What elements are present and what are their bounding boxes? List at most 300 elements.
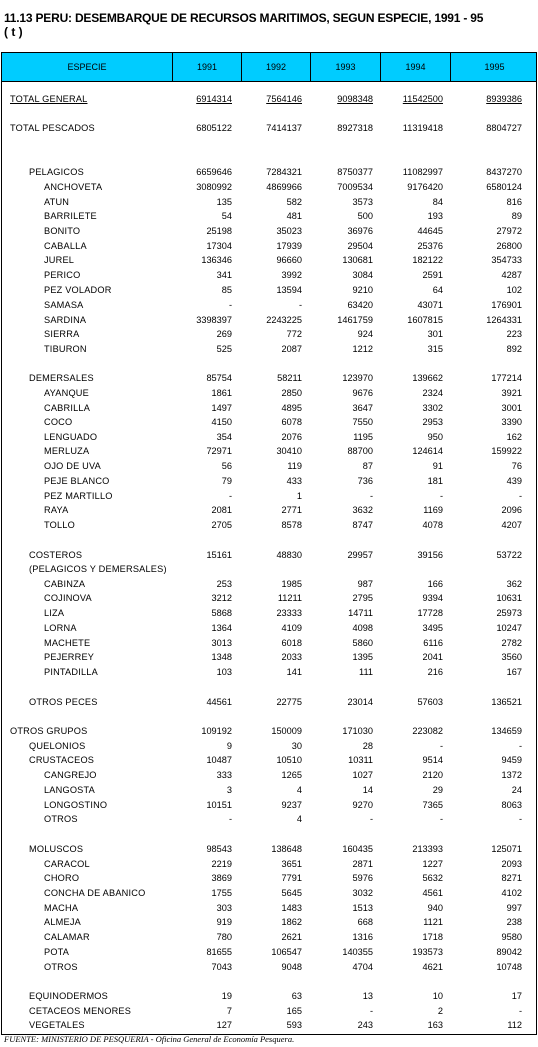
- row-label: OTROS: [44, 814, 78, 824]
- cell-value: 127: [216, 1020, 232, 1030]
- cell-value: 4704: [352, 962, 373, 972]
- table-row: [0, 459, 538, 473]
- cell-value: 593: [286, 1020, 302, 1030]
- row-label: LANGOSTA: [44, 785, 95, 795]
- cell-value: 4102: [501, 888, 522, 898]
- table-row: [0, 474, 538, 488]
- cell-value: 54: [221, 211, 232, 221]
- cell-value: 3212: [211, 593, 232, 603]
- cell-value: 2033: [281, 652, 302, 662]
- table-row: [0, 768, 538, 782]
- cell-value: 433: [286, 476, 302, 486]
- cell-value: 1212: [352, 344, 373, 354]
- cell-value: 167: [506, 667, 522, 677]
- cell-value: 125071: [491, 844, 522, 854]
- cell-value: 7365: [422, 800, 443, 810]
- row-label: EQUINODERMOS: [29, 991, 108, 1001]
- cell-value: 29: [432, 785, 443, 795]
- cell-value: 1121: [423, 917, 443, 927]
- row-label: PEZ VOLADOR: [44, 285, 112, 295]
- cell-value: -: [518, 491, 522, 501]
- cell-value: 17: [511, 991, 522, 1001]
- row-label: RAYA: [44, 505, 69, 515]
- cell-value: 17728: [417, 608, 443, 618]
- cell-value: 3398397: [196, 315, 232, 325]
- cell-value: -: [518, 814, 522, 824]
- cell-value: 10487: [206, 755, 232, 765]
- cell-value: 303: [216, 903, 232, 913]
- cell-value: 9237: [281, 800, 302, 810]
- cell-value: 315: [427, 344, 443, 354]
- cell-value: 1227: [422, 859, 443, 869]
- table-row: [0, 415, 538, 429]
- cell-value: 6116: [423, 638, 443, 648]
- table-row: [0, 695, 538, 709]
- row-label: QUELONIOS: [29, 741, 86, 751]
- cell-value: 176901: [491, 300, 522, 310]
- table-row: [0, 342, 538, 356]
- cell-value: 238: [506, 917, 522, 927]
- row-label: CABALLA: [44, 241, 87, 251]
- cell-value: 8750377: [337, 167, 373, 177]
- cell-value: 5632: [422, 873, 443, 883]
- cell-value: 253: [216, 579, 232, 589]
- cell-value: 2782: [501, 638, 522, 648]
- table-row: [0, 960, 538, 974]
- cell-value: 11319418: [402, 123, 443, 133]
- cell-value: 165: [286, 1006, 302, 1016]
- cell-value: 44645: [417, 226, 443, 236]
- table-row: [0, 371, 538, 385]
- cell-value: 1513: [352, 903, 373, 913]
- cell-value: 6914314: [196, 94, 232, 104]
- cell-value: 10247: [496, 623, 522, 633]
- header-year: 1994: [381, 53, 451, 81]
- cell-value: 76: [511, 461, 522, 471]
- table-row: [0, 812, 538, 826]
- cell-value: 243: [357, 1020, 373, 1030]
- cell-value: 130681: [342, 255, 373, 265]
- row-label: CHORO: [44, 873, 80, 883]
- cell-value: 1483: [281, 903, 302, 913]
- table-row: [0, 591, 538, 605]
- cell-value: 5976: [352, 873, 373, 883]
- table-row: [0, 915, 538, 929]
- cell-value: 9176420: [407, 182, 443, 192]
- cell-value: 30410: [276, 446, 302, 456]
- cell-value: 1316: [352, 932, 373, 942]
- cell-value: 4098: [352, 623, 373, 633]
- row-label: MACHETE: [44, 638, 91, 648]
- row-label: ALMEJA: [44, 917, 81, 927]
- row-label: LIZA: [44, 608, 65, 618]
- cell-value: 14711: [348, 608, 373, 618]
- row-label: CETACEOS MENORES: [29, 1006, 132, 1016]
- cell-value: 8437270: [486, 167, 522, 177]
- cell-value: 11211: [277, 593, 302, 603]
- cell-value: 63420: [347, 300, 373, 310]
- cell-value: 919: [216, 917, 232, 927]
- cell-value: 79: [221, 476, 232, 486]
- row-label: TOTAL GENERAL: [10, 94, 88, 104]
- cell-value: 10: [432, 991, 443, 1001]
- cell-value: 6659646: [196, 167, 232, 177]
- cell-value: 3: [226, 785, 232, 795]
- cell-value: 24: [511, 785, 522, 795]
- cell-value: 223082: [412, 726, 443, 736]
- cell-value: 9: [226, 741, 232, 751]
- cell-value: 4109: [281, 623, 302, 633]
- cell-value: 987: [357, 579, 373, 589]
- cell-value: 9098348: [337, 94, 373, 104]
- cell-value: 2591: [422, 270, 443, 280]
- table-row: [0, 298, 538, 312]
- cell-value: 3080992: [196, 182, 232, 192]
- cell-value: 780: [216, 932, 232, 942]
- cell-value: 3084: [352, 270, 373, 280]
- cell-value: -: [228, 300, 232, 310]
- cell-value: 4207: [501, 520, 522, 530]
- header-year: 1992: [242, 53, 311, 81]
- cell-value: 182122: [412, 255, 443, 265]
- cell-value: 1461759: [337, 315, 373, 325]
- cell-value: 940: [427, 903, 443, 913]
- cell-value: 1862: [281, 917, 302, 927]
- cell-value: 4: [296, 785, 302, 795]
- table-row: [0, 886, 538, 900]
- cell-value: 2081: [211, 505, 232, 515]
- cell-value: 2771: [281, 505, 302, 515]
- table-row: [0, 195, 538, 209]
- cell-value: 111: [359, 667, 373, 677]
- table-row: [0, 386, 538, 400]
- cell-value: 7564146: [266, 94, 302, 104]
- cell-value: 84: [432, 197, 443, 207]
- cell-value: 9394: [422, 593, 443, 603]
- cell-value: 63: [291, 991, 302, 1001]
- cell-value: 2219: [211, 859, 232, 869]
- cell-value: 72971: [206, 446, 232, 456]
- cell-value: 4287: [501, 270, 522, 280]
- cell-value: 4150: [211, 417, 232, 427]
- cell-value: 56: [221, 461, 232, 471]
- cell-value: 139662: [412, 373, 443, 383]
- cell-value: 1195: [353, 432, 373, 442]
- table-row: [0, 503, 538, 517]
- cell-value: -: [369, 814, 373, 824]
- cell-value: 119: [287, 461, 302, 471]
- cell-value: 333: [216, 770, 232, 780]
- table-header: [1, 52, 537, 82]
- table-row: [0, 253, 538, 267]
- cell-value: 2: [437, 1006, 443, 1016]
- cell-value: 2076: [281, 432, 302, 442]
- row-label: LONGOSTINO: [44, 800, 108, 810]
- cell-value: 2324: [422, 388, 443, 398]
- cell-value: 2705: [211, 520, 232, 530]
- row-label: COSTEROS: [29, 550, 83, 560]
- cell-value: 3032: [352, 888, 373, 898]
- cell-value: 112: [507, 1020, 522, 1030]
- cell-value: 1497: [211, 403, 232, 413]
- cell-value: 4869966: [266, 182, 302, 192]
- table-row: [0, 798, 538, 812]
- cell-value: 736: [357, 476, 373, 486]
- source-footnote: FUENTE: MINISTERIO DE PESQUERIA - Oficina General de Economía Pesquera.: [4, 1034, 295, 1044]
- cell-value: 19: [221, 991, 232, 1001]
- cell-value: 134659: [491, 726, 522, 736]
- cell-value: 4078: [422, 520, 443, 530]
- table-row: [0, 121, 538, 135]
- table-row: [0, 430, 538, 444]
- table-row: [0, 313, 538, 327]
- cell-value: 2041: [422, 652, 443, 662]
- row-label: MOLUSCOS: [29, 844, 84, 854]
- cell-value: 85754: [206, 373, 232, 383]
- cell-value: 85: [221, 285, 232, 295]
- cell-value: 668: [357, 917, 373, 927]
- cell-value: 8271: [501, 873, 522, 883]
- cell-value: 2621: [281, 932, 302, 942]
- row-label: CABINZA: [44, 579, 86, 589]
- cell-value: 96660: [276, 255, 302, 265]
- cell-value: 2243225: [266, 315, 302, 325]
- table-row: [0, 268, 538, 282]
- table-row: [0, 283, 538, 297]
- cell-value: 362: [506, 579, 522, 589]
- cell-value: 64: [432, 285, 443, 295]
- row-label: BARRILETE: [44, 211, 97, 221]
- cell-value: 7: [226, 1006, 232, 1016]
- row-label: CANGREJO: [44, 770, 97, 780]
- cell-value: 3651: [281, 859, 302, 869]
- table-title: 11.13 PERU: DESEMBARQUE DE RECURSOS MARITIMOS, SEGUN ESPECIE, 1991 - 95: [4, 11, 484, 25]
- header-year: 1991: [173, 53, 242, 81]
- cell-value: 106547: [271, 947, 302, 957]
- cell-value: 7550: [352, 417, 373, 427]
- row-label: BONITO: [44, 226, 81, 236]
- table-row: [0, 209, 538, 223]
- cell-value: 997: [506, 903, 522, 913]
- cell-value: 3001: [501, 403, 522, 413]
- table-row: [0, 224, 538, 238]
- cell-value: 9048: [281, 962, 302, 972]
- cell-value: 23014: [347, 697, 373, 707]
- table-row: [0, 665, 538, 679]
- cell-value: 29504: [347, 241, 373, 251]
- row-label: POTA: [44, 947, 70, 957]
- row-label: COCO: [44, 417, 73, 427]
- cell-value: 150009: [271, 726, 302, 736]
- cell-value: 7791: [281, 873, 302, 883]
- cell-value: 135: [216, 197, 232, 207]
- table-row: [0, 724, 538, 738]
- cell-value: 6018: [281, 638, 302, 648]
- cell-value: 1169: [423, 505, 443, 515]
- cell-value: 3560: [501, 652, 522, 662]
- cell-value: 39156: [417, 550, 443, 560]
- row-label: (PELAGICOS Y DEMERSALES): [29, 564, 167, 574]
- cell-value: 3632: [352, 505, 373, 515]
- cell-value: 223: [506, 329, 522, 339]
- cell-value: 35023: [276, 226, 302, 236]
- cell-value: 1264331: [486, 315, 522, 325]
- cell-value: 772: [286, 329, 302, 339]
- cell-value: 11542500: [402, 94, 443, 104]
- cell-value: 9514: [422, 755, 443, 765]
- cell-value: 354733: [491, 255, 522, 265]
- table-row: [0, 842, 538, 856]
- table-row: [0, 650, 538, 664]
- table-row: [0, 945, 538, 959]
- row-label: VEGETALES: [29, 1020, 85, 1030]
- cell-value: 53722: [496, 550, 522, 560]
- row-label: PINTADILLA: [44, 667, 98, 677]
- cell-value: 1985: [281, 579, 302, 589]
- cell-value: 44561: [206, 697, 232, 707]
- row-label: OJO DE UVA: [44, 461, 101, 471]
- cell-value: 138648: [271, 844, 302, 854]
- table-row: [0, 327, 538, 341]
- cell-value: 10510: [276, 755, 302, 765]
- cell-value: 8578: [281, 520, 302, 530]
- row-label: ANCHOVETA: [44, 182, 103, 192]
- cell-value: 22775: [276, 697, 302, 707]
- cell-value: 1027: [352, 770, 373, 780]
- cell-value: 123970: [342, 373, 373, 383]
- cell-value: 10311: [348, 755, 373, 765]
- cell-value: 17304: [206, 241, 232, 251]
- cell-value: 159922: [491, 446, 522, 456]
- cell-value: 15161: [206, 550, 232, 560]
- table-row: [0, 857, 538, 871]
- cell-value: 14: [362, 785, 373, 795]
- cell-value: 9459: [501, 755, 522, 765]
- cell-value: 525: [216, 344, 232, 354]
- table-row: [0, 444, 538, 458]
- cell-value: 439: [506, 476, 522, 486]
- header-year: 1993: [311, 53, 381, 81]
- table-row: [0, 621, 538, 635]
- cell-value: 3302: [422, 403, 443, 413]
- cell-value: 8939386: [486, 94, 522, 104]
- row-label: AYANQUE: [44, 388, 89, 398]
- cell-value: 81655: [206, 947, 232, 957]
- cell-value: 140355: [342, 947, 373, 957]
- cell-value: 162: [506, 432, 522, 442]
- table-row: [0, 518, 538, 532]
- cell-value: 2087: [281, 344, 302, 354]
- cell-value: 9676: [352, 388, 373, 398]
- row-label: DEMERSALES: [29, 373, 94, 383]
- cell-value: 582: [286, 197, 302, 207]
- cell-value: 3869: [211, 873, 232, 883]
- cell-value: 500: [357, 211, 373, 221]
- table-row: [0, 180, 538, 194]
- cell-value: 7009534: [337, 182, 373, 192]
- row-label: SAMASA: [44, 300, 84, 310]
- cell-value: 3013: [211, 638, 232, 648]
- cell-value: 29957: [347, 550, 373, 560]
- cell-value: 13594: [276, 285, 302, 295]
- cell-value: 181: [427, 476, 443, 486]
- cell-value: 6078: [281, 417, 302, 427]
- table-row: [0, 1004, 538, 1018]
- cell-value: 3921: [501, 388, 522, 398]
- cell-value: 481: [286, 211, 302, 221]
- cell-value: 2093: [501, 859, 522, 869]
- cell-value: 23333: [276, 608, 302, 618]
- cell-value: 88700: [347, 446, 373, 456]
- cell-value: 166: [427, 579, 443, 589]
- cell-value: -: [228, 491, 232, 501]
- cell-value: 4895: [281, 403, 302, 413]
- table-row: [0, 871, 538, 885]
- cell-value: 89042: [496, 947, 522, 957]
- row-label: ATUN: [44, 197, 70, 207]
- table-row: [0, 489, 538, 503]
- cell-value: 9580: [501, 932, 522, 942]
- cell-value: 3495: [422, 623, 443, 633]
- table-row: [0, 606, 538, 620]
- cell-value: 30: [291, 741, 302, 751]
- cell-value: 26800: [496, 241, 522, 251]
- row-label: CARACOL: [44, 859, 90, 869]
- cell-value: 1348: [211, 652, 232, 662]
- cell-value: 1: [296, 491, 302, 501]
- cell-value: 5860: [352, 638, 373, 648]
- cell-value: 136346: [201, 255, 232, 265]
- row-label: CONCHA DE ABANICO: [44, 888, 146, 898]
- cell-value: 124614: [412, 446, 443, 456]
- row-label: PEZ MARTILLO: [44, 491, 113, 501]
- row-label: OTROS PECES: [29, 697, 98, 707]
- cell-value: 8927318: [337, 123, 373, 133]
- cell-value: 1607815: [407, 315, 443, 325]
- table-row: [0, 401, 538, 415]
- row-label: PELAGICOS: [29, 167, 84, 177]
- cell-value: 193573: [412, 947, 443, 957]
- cell-value: -: [439, 741, 443, 751]
- table-row: [0, 753, 538, 767]
- cell-value: 2953: [422, 417, 443, 427]
- unit-label: ( t ): [4, 25, 23, 39]
- cell-value: 91: [432, 461, 443, 471]
- cell-value: 193: [427, 211, 443, 221]
- row-label: OTROS GRUPOS: [10, 726, 88, 736]
- cell-value: 102: [506, 285, 522, 295]
- row-label: COJINOVA: [44, 593, 92, 603]
- row-label: OTROS: [44, 962, 78, 972]
- table-row: [0, 739, 538, 753]
- cell-value: 2795: [352, 593, 373, 603]
- cell-value: 25973: [496, 608, 522, 618]
- row-label: CRUSTACEOS: [29, 755, 95, 765]
- cell-value: 48830: [276, 550, 302, 560]
- header-year: 1995: [484, 62, 505, 72]
- cell-value: 136521: [491, 697, 522, 707]
- cell-value: 177214: [491, 373, 522, 383]
- cell-value: 4561: [422, 888, 443, 898]
- cell-value: 89: [511, 211, 522, 221]
- cell-value: -: [518, 741, 522, 751]
- cell-value: -: [518, 1006, 522, 1016]
- cell-value: 6580124: [486, 182, 522, 192]
- cell-value: 27972: [496, 226, 522, 236]
- cell-value: 4: [296, 814, 302, 824]
- cell-value: 2871: [352, 859, 373, 869]
- cell-value: -: [439, 814, 443, 824]
